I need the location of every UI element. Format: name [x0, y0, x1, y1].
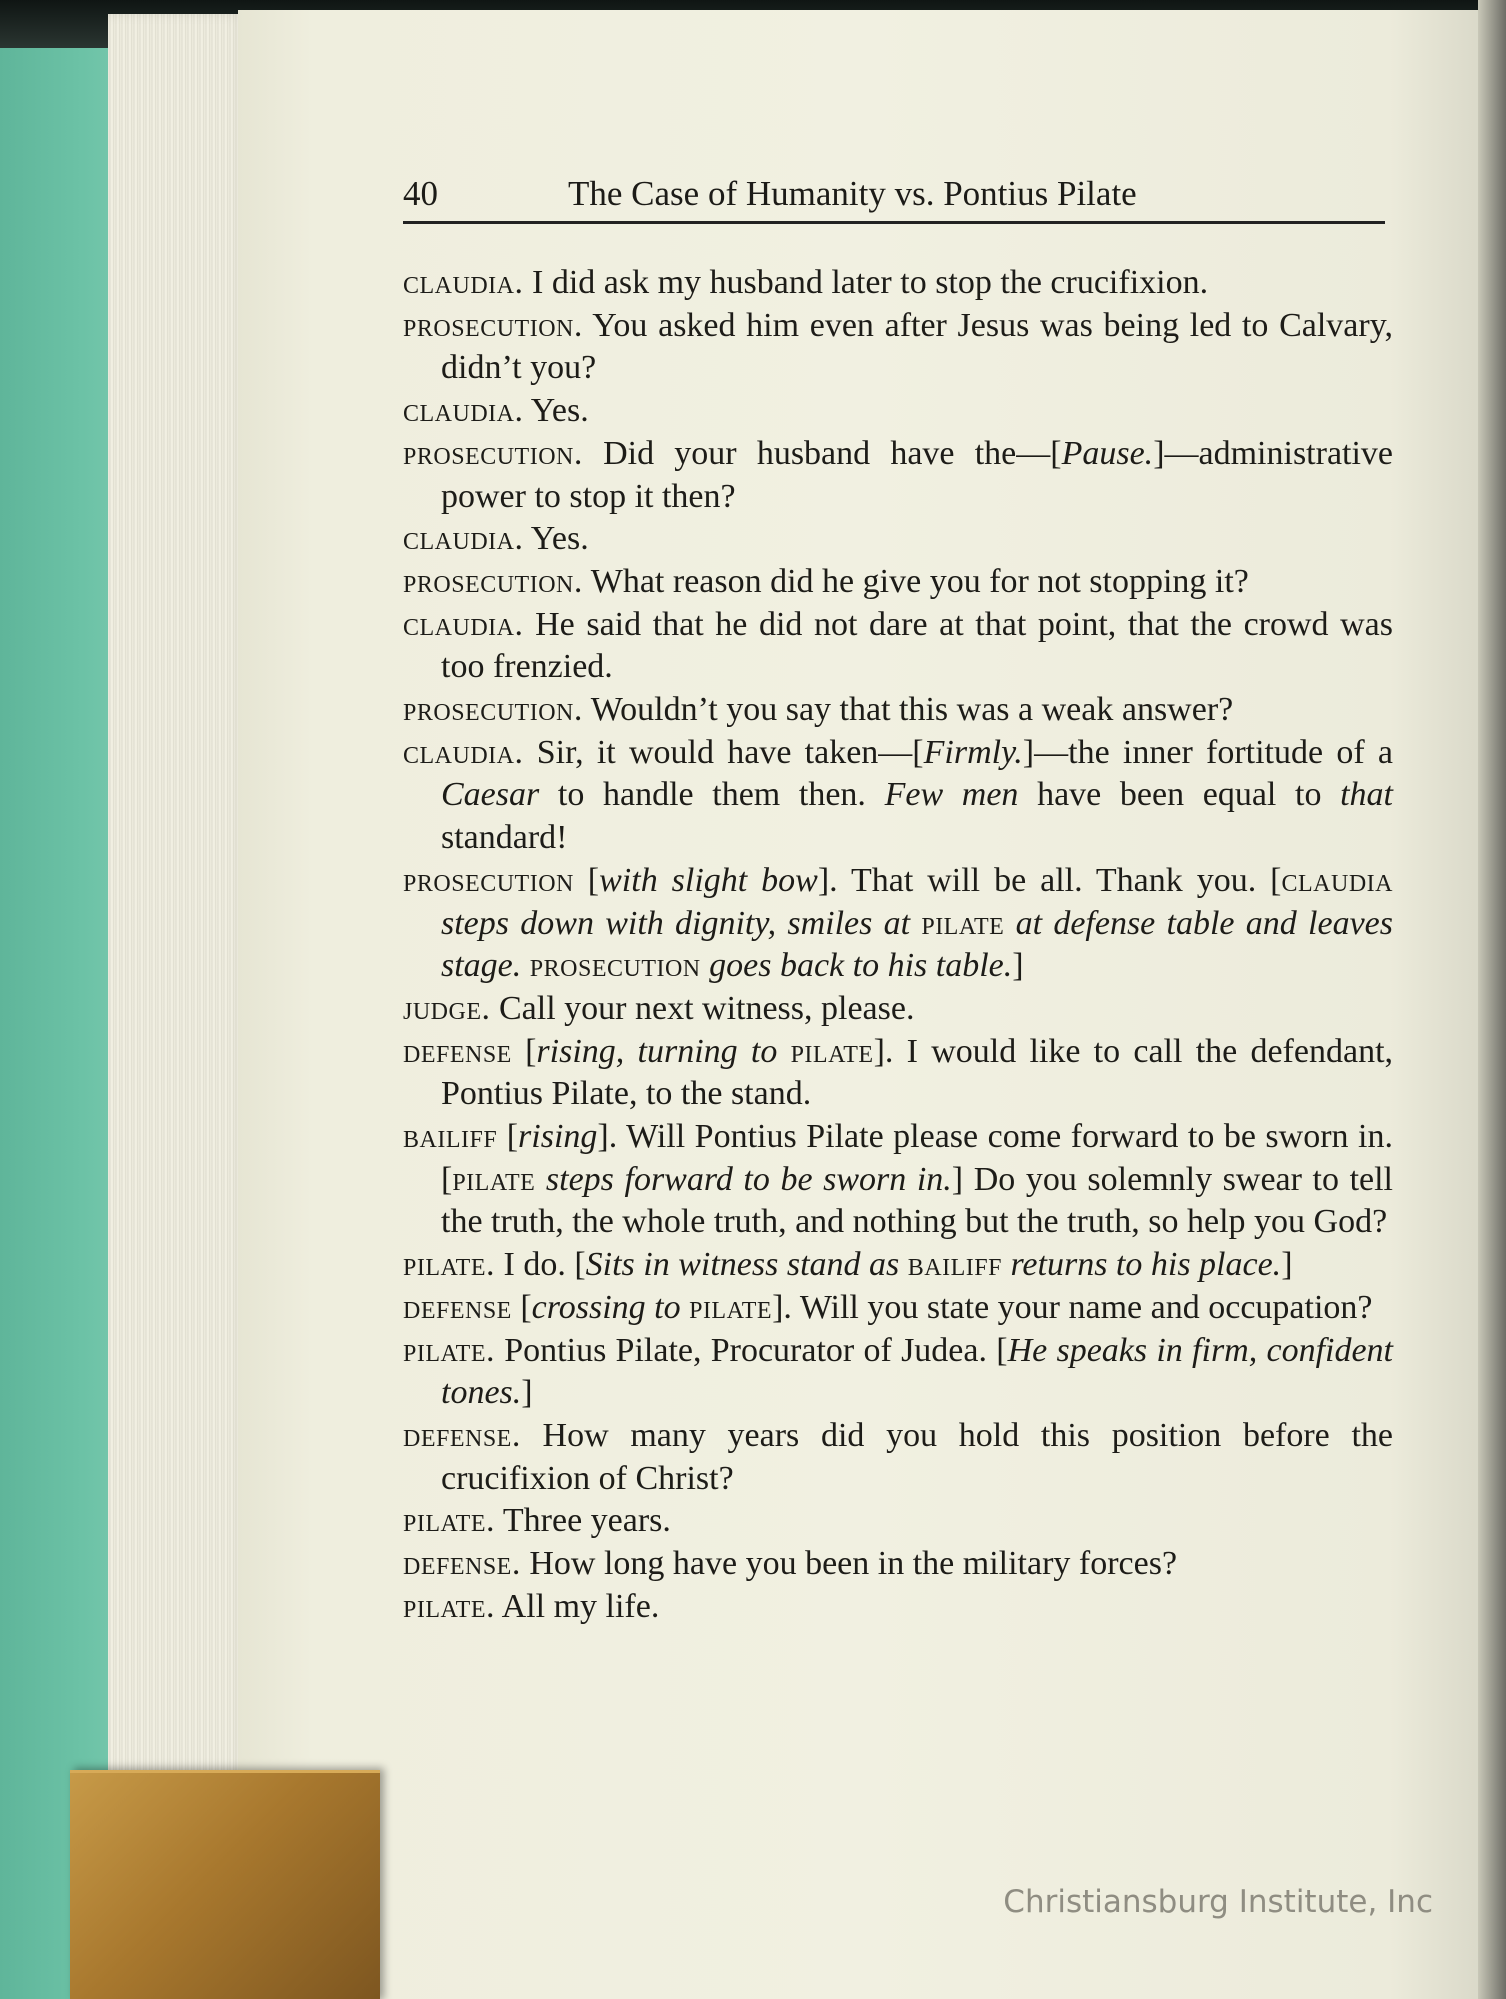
speaker-name: defense — [403, 1288, 512, 1326]
script-line — [403, 1287, 1393, 1330]
page-number: 40 — [403, 174, 438, 213]
bracket: [ — [497, 1118, 519, 1156]
page-header — [403, 174, 1383, 222]
script-line — [403, 1543, 1393, 1586]
speaker-name: claudia. — [403, 733, 524, 771]
dialogue: Sir, it would have taken—[ — [536, 733, 924, 771]
character-ref: prosecution — [529, 947, 701, 985]
header-rule — [403, 221, 1385, 224]
speaker-name: prosecution. — [403, 306, 583, 344]
dialogue: ]—administrative power to stop it then? — [441, 434, 1394, 515]
script-line — [403, 860, 1393, 988]
speaker-name: judge. — [403, 989, 491, 1027]
speaker-name: prosecution. — [403, 691, 583, 729]
dialogue: I do. [ — [503, 1246, 586, 1284]
bracket: ] — [1281, 1246, 1293, 1284]
stage-direction: Pause. — [1061, 434, 1154, 472]
stage-direction: steps forward to be sworn in. — [535, 1160, 952, 1198]
script-line — [403, 390, 1393, 433]
speaker-name: bailiff — [403, 1118, 498, 1156]
dialogue: How many years did you hold this position before the crucifixion of Christ? — [441, 1416, 1393, 1497]
script-line — [403, 1586, 1393, 1629]
script-line — [403, 1415, 1393, 1500]
bracket: ] — [1012, 947, 1024, 985]
script-line — [403, 518, 1393, 561]
bracket: ]. — [873, 1032, 907, 1070]
bracket: ]. — [772, 1288, 800, 1326]
script-line — [403, 1031, 1393, 1116]
speaker-name: prosecution. — [403, 562, 583, 600]
dialogue: Yes. — [530, 392, 589, 430]
stage-direction: goes back to his table. — [700, 947, 1013, 985]
script-line — [403, 1116, 1393, 1244]
dialogue: ]—the inner fortitude of a — [1022, 733, 1394, 771]
dialogue: What reason did he give you for not stopping it? — [590, 562, 1249, 600]
running-title: The Case of Humanity vs. Pontius Pilate — [568, 174, 1137, 213]
italic-word: Caesar — [441, 776, 540, 814]
bracket: [ — [573, 861, 600, 899]
stage-direction: with slight bow — [599, 861, 818, 899]
speaker-name: claudia. — [403, 605, 524, 643]
bracket: [ — [511, 1032, 537, 1070]
character-ref: pilate — [689, 1288, 773, 1326]
character-ref: claudia — [1281, 861, 1393, 899]
gold-bookend — [70, 1770, 380, 1999]
script-line — [403, 689, 1393, 732]
script-text — [403, 262, 1393, 1629]
character-ref: pilate — [452, 1160, 536, 1198]
dialogue: Call your next witness, please. — [499, 989, 915, 1027]
dialogue: ] Do you solemnly swear to tell the truth, the whole truth, and nothing but the truth, so help you God? — [441, 1160, 1394, 1241]
speaker-name: prosecution — [403, 861, 574, 899]
dialogue: All my life. — [501, 1587, 660, 1625]
stage-direction: returns to his place. — [1001, 1246, 1282, 1284]
dialogue: That will be all. Thank you. [ — [850, 861, 1282, 899]
dialogue: Three years. — [502, 1502, 671, 1540]
script-line — [403, 732, 1393, 860]
speaker-name: claudia. — [403, 264, 524, 301]
script-line — [403, 1500, 1393, 1543]
dialogue: Will you state your name and occupation? — [799, 1288, 1373, 1326]
watermark: Christiansburg Institute, Inc — [1003, 1884, 1433, 1920]
stage-direction: crossing to — [531, 1288, 690, 1326]
bracket: [ — [511, 1288, 532, 1326]
dialogue: He said that he did not dare at that point, that the crowd was too frenzied. — [441, 605, 1394, 686]
script-line — [403, 1330, 1393, 1415]
stage-direction: Sits in witness stand as — [585, 1246, 908, 1284]
italic-word: Few men — [884, 776, 1019, 814]
speaker-name: pilate. — [403, 1331, 495, 1369]
script-line — [403, 988, 1393, 1031]
speaker-name: pilate. — [403, 1502, 495, 1540]
script-line — [403, 262, 1393, 305]
dialogue: I would like to call the defendant, Pontius Pilate, to the stand. — [441, 1032, 1394, 1113]
script-line — [403, 1244, 1393, 1287]
dialogue: How long have you been in the military forces? — [529, 1545, 1178, 1583]
stage-direction: rising, turning to — [536, 1032, 791, 1070]
dialogue: Will Pontius Pilate please come forward to be sworn in. [ — [441, 1118, 1393, 1198]
script-line — [403, 305, 1393, 390]
dialogue: have been equal to — [1018, 776, 1341, 814]
bracket: ]. — [817, 861, 851, 899]
italic-word: that — [1340, 776, 1394, 814]
character-ref: bailiff — [907, 1246, 1002, 1284]
script-line — [403, 604, 1393, 689]
speaker-name: defense. — [403, 1545, 521, 1583]
dialogue: standard! — [441, 819, 568, 857]
dialogue: Pontius Pilate, Procurator of Judea. [ — [504, 1331, 1008, 1369]
character-ref: pilate — [921, 904, 1005, 942]
script-line — [403, 433, 1393, 518]
speaker-name: claudia. — [403, 392, 524, 430]
speaker-name: claudia. — [403, 520, 524, 558]
bracket: ] — [521, 1374, 533, 1412]
speaker-name: prosecution. — [403, 434, 583, 472]
dialogue: You asked him even after Jesus was being led to Calvary, didn’t you? — [441, 306, 1393, 387]
character-ref: pilate — [790, 1032, 874, 1070]
stage-direction: steps down with dignity, smiles at — [441, 904, 922, 942]
dialogue: Did your husband have the—[ — [603, 434, 1062, 472]
script-line — [403, 561, 1393, 604]
page-right-edge — [1478, 0, 1506, 1999]
dialogue: Yes. — [530, 520, 589, 558]
speaker-name: defense — [403, 1032, 512, 1070]
dialogue: I did ask my husband later to stop the crucifixion. — [532, 264, 1209, 301]
speaker-name: defense. — [403, 1416, 521, 1454]
dialogue: Wouldn’t you say that this was a weak answer? — [590, 691, 1234, 729]
speaker-name: pilate. — [403, 1246, 495, 1284]
speaker-name: pilate. — [403, 1587, 495, 1625]
page-edges — [108, 14, 248, 1999]
stage-direction: at defense table and leaves stage. — [441, 904, 1393, 985]
bracket: ]. — [597, 1118, 627, 1156]
stage-direction: He speaks in firm, confident tones. — [441, 1331, 1394, 1412]
stage-direction: Firmly. — [923, 733, 1023, 771]
stage-direction: rising — [518, 1118, 598, 1156]
dialogue: to handle them then. — [539, 776, 885, 814]
